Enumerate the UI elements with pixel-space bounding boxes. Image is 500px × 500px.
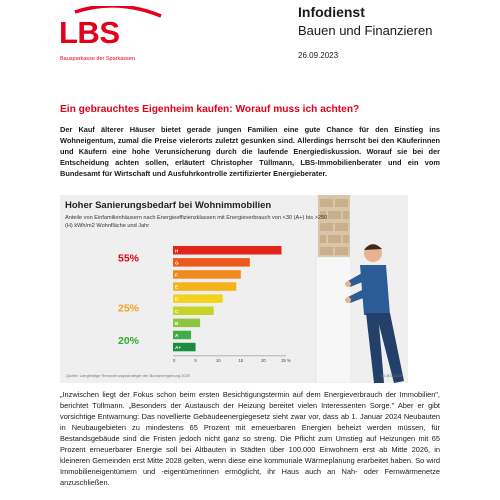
publication-date: 26.09.2023	[298, 51, 339, 60]
bars-layer	[118, 246, 291, 363]
bar-e	[173, 282, 236, 291]
bar-label: A+	[175, 345, 182, 351]
bar-c	[173, 307, 214, 316]
bar-label: C	[175, 308, 179, 314]
x-tick-label: 0	[173, 357, 176, 363]
logo-text: LBS	[59, 15, 120, 50]
bar-label: F	[175, 272, 178, 278]
chart-subtitle: Anteile von Einfamilienhäusern nach Energieeffizienzklassen mit Energieverbrauch von <30 (A+) bis >250 (H) kWh/m2 Wohnfläche und Jahr	[65, 215, 328, 229]
page-subtitle: Bauen und Finanzieren	[298, 23, 433, 38]
article-intro: Der Kauf älterer Häuser bietet gerade jungen Familien eine gute Chance für den Einstieg ins Wohneigentum, zumal die Preise vielerorts zuletzt gesunken sind. Allerdings herrscht bei den Käuferinnen und Käufern eine hohe Verunsicherung durch die laufende Energiediskussion. Worauf sie bei der Entscheidung achten sollen, erläutert Christopher Tüllmann, LBS-Immobilienberater und ein vom Bundesamt für Wirtschaft und Ausfuhrkontrolle zertifizierter Energieberater.	[60, 125, 440, 178]
x-tick-label: 25 %	[281, 357, 291, 363]
bar-d	[173, 294, 223, 303]
bar-label: H	[175, 248, 179, 254]
bar-h	[173, 246, 281, 255]
x-tick-label: 20	[261, 357, 266, 363]
x-tick-label: 15	[238, 357, 244, 363]
bar-label: E	[175, 284, 179, 290]
bar-label: D	[175, 296, 179, 302]
logo-subline: Bausparkasse der Sparkassen	[60, 56, 135, 62]
article-headline: Ein gebrauchtes Eigenheim kaufen: Worauf muss ich achten?	[60, 104, 360, 115]
group-percent-label: 20%	[118, 335, 140, 348]
chart-copyright: © LBS 2023	[380, 373, 402, 378]
chart-title: Hoher Sanierungsbedarf bei Wohnimmobilien	[65, 200, 272, 211]
article-body: „Inzwischen liegt der Fokus schon beim ersten Besichtigungstermin auf dem Energieverbrauch der Immobilien", berichtet Tüllmann. „Besonders der Austausch der Heizung bereitet vielen Interessenten Sorge." Aber er gibt vorsichtige Entwarnung: Das novellierte Gebäudeenergiegesetz sieht zwar vor, dass ab 1. Januar 2024 Neubauten in Neubaugebieten zu mindestens 65 Prozent mit erneuerbaren Energien beheizt werden müssen, für Bestandsgebäude sind die Fristen jedoch nicht ganz so streng. Die Pflicht zum Umstieg auf Heizungen mit 65 Prozent erneuerbarer Energie soll bei Altbauten in Städten über 100.000 Einwohnern erst ab Mitte 2026, in kleineren Gemeinden erst Mitte 2028 gelten, wenn diese eine kommunale Wärmeplanung erarbeitet haben. So wird Immobilieneigentümern und -eigentümerinnen ermöglicht, ihr Haus auch an Nah- oder Fernwärmenetze anzuschließen.	[60, 390, 440, 487]
group-percent-label: 55%	[118, 252, 140, 265]
x-tick-label: 10	[215, 357, 221, 363]
bar-label: G	[175, 260, 179, 266]
bar-label: B	[175, 320, 179, 326]
group-percent-label: 25%	[118, 302, 140, 315]
page-title: Infodienst	[298, 4, 365, 20]
bar-f	[173, 270, 241, 279]
chart-source: Quelle: Langfristige Renovierungsstrategie der Bundesregierung 2020	[66, 373, 191, 378]
bar-label: A	[175, 333, 179, 338]
bar-g	[173, 258, 250, 267]
x-tick-label: 5	[194, 357, 197, 363]
lbs-logo	[57, 6, 177, 62]
chart-panel	[60, 195, 408, 383]
